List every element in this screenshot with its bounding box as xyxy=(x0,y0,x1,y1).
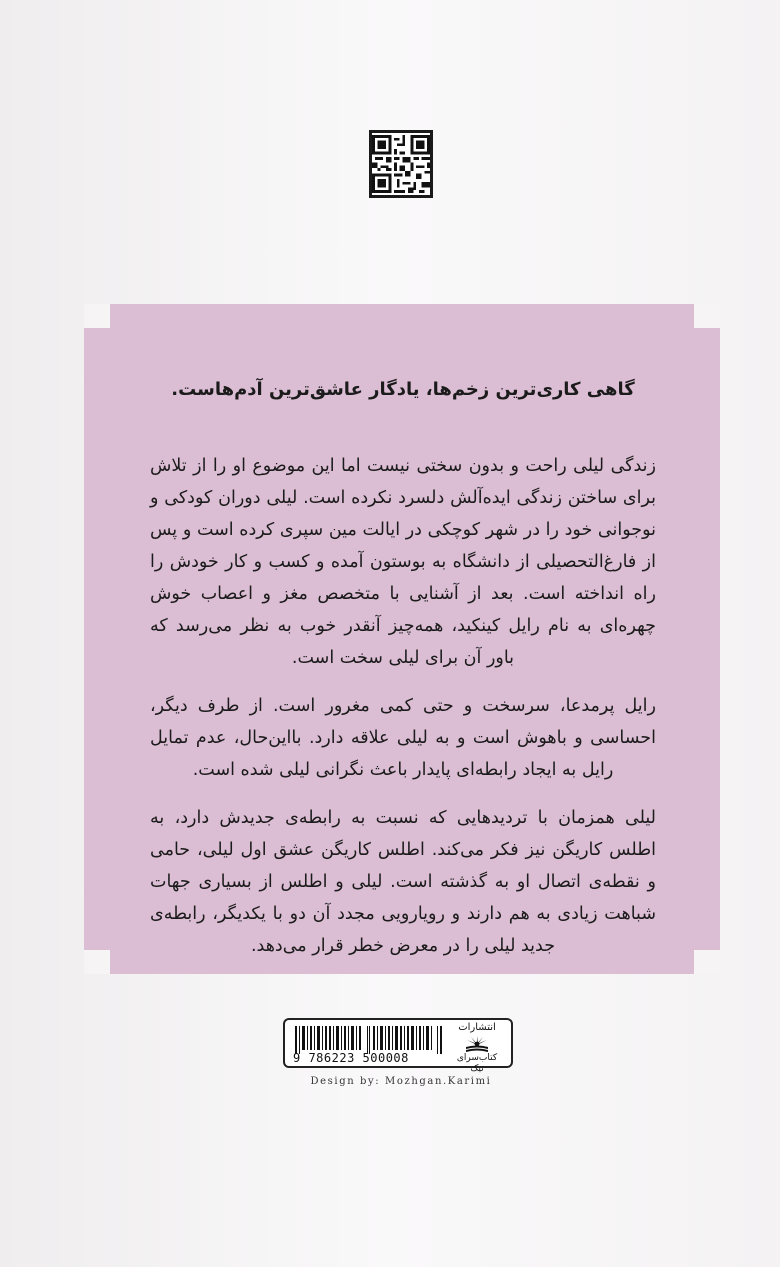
qr-code xyxy=(369,130,433,198)
publisher-label: انتشارات xyxy=(458,1022,496,1033)
synopsis-text xyxy=(150,374,656,978)
tagline: گاهی کاری‌ترین زخم‌ها، یادگار عاشق‌ترین آدم‌هاست. xyxy=(171,379,635,400)
publisher-logo xyxy=(449,1022,505,1075)
design-credit: Design by: Mozhgan.Karimi xyxy=(310,1076,492,1087)
synopsis-paragraph-1: زندگی لیلی راحت و بدون سختی نیست اما این موضوع او را از تلاش برای ساختن زندگی ایده‌آلش دلسرد نکرده است. لیلی دوران کودکی و نوجوانی خود را در شهر کوچکی در ایالت مین سپری کرده است و پس از فارغ‌التحصیلی از دانشگاه به بوستون آمده و کسب و کار خودش را راه انداخته است. بعد از آشنایی با متخصص مغز و اعصاب خوش چهره‌ای به نام رایل کینکید، همه‌چیز آنقدر خوب به نظر می‌رسد که باور آن برای لیلی سخت است. xyxy=(150,456,656,668)
publisher-name: کتاب‌سرای نیک xyxy=(456,1053,498,1074)
barcode-icon xyxy=(295,1026,443,1054)
barcode-box xyxy=(283,1018,513,1074)
synopsis-paragraph-3: لیلی همزمان با تردیدهایی که نسبت به رابطه‌ی جدیدش دارد، به اطلس کاریگن نیز فکر می‌کند. اطلس کاریگن عشق اول لیلی، حامی و نقطه‌ی اتصال او به گذشته است. لیلی و اطلس از بسیاری جهات شباهت زیادی به هم دارند و رویارویی مجدد آن دو با یکدیگر، رابطه‌ی جدید لیلی را در معرض خطر قرار می‌دهد. xyxy=(150,808,656,956)
qr-code-icon xyxy=(372,133,430,195)
synopsis-panel xyxy=(84,304,720,974)
sunburst-book-icon xyxy=(464,1035,490,1053)
isbn-number: 9 786223 500008 xyxy=(293,1051,409,1065)
synopsis-paragraph-2: رایل پرمدعا، سرسخت و حتی کمی مغرور است. از طرف دیگر، احساسی و باهوش است و به لیلی علاقه دارد. بااین‌حال، عدم تمایل رایل به ایجاد رابطه‌ای پایدار باعث نگرانی لیلی شده است. xyxy=(150,696,656,780)
